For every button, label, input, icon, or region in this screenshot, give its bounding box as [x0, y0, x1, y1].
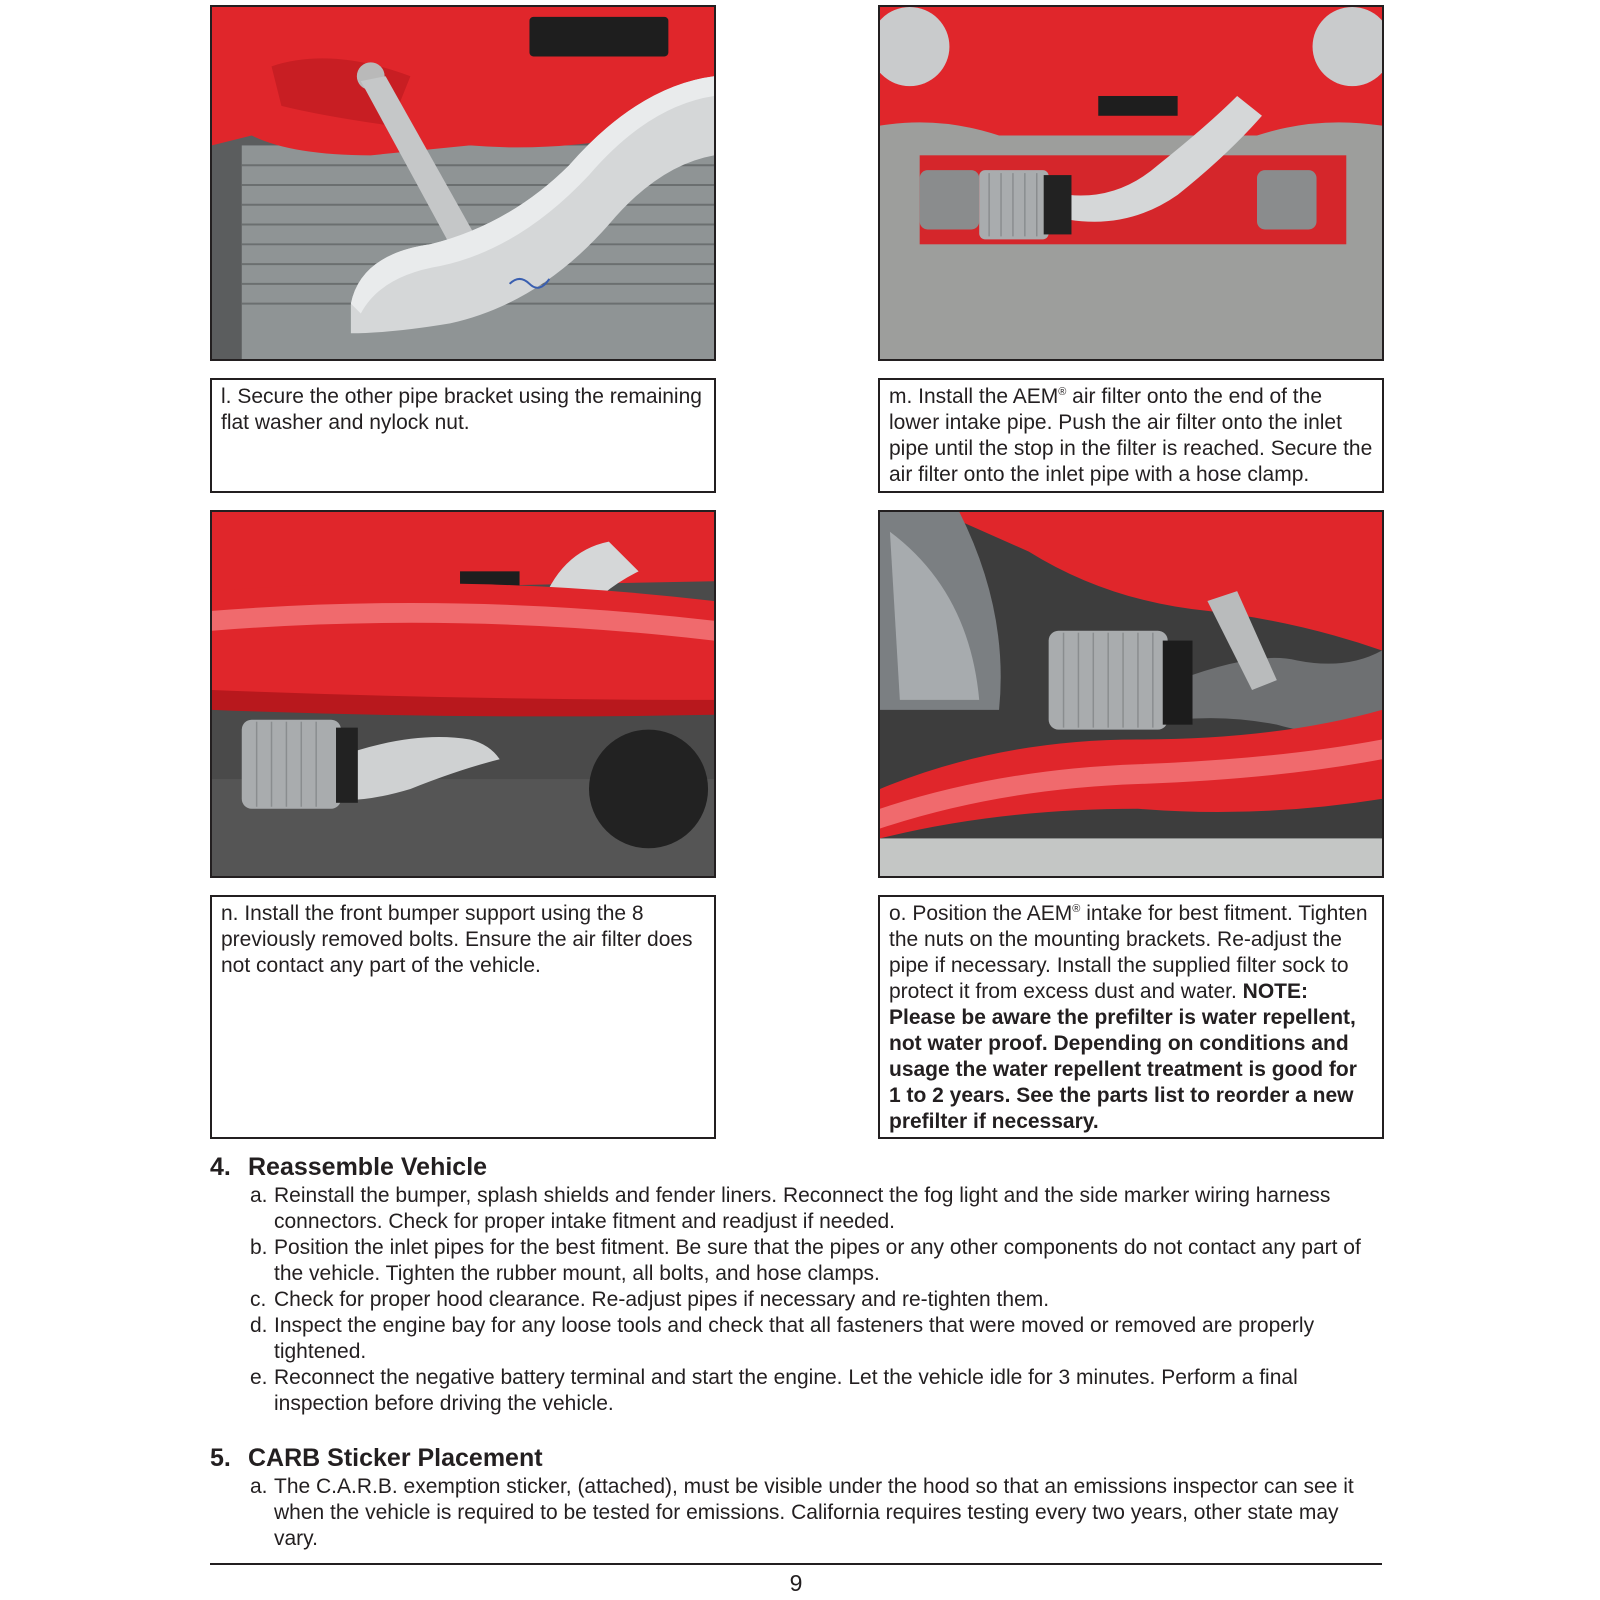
caption-o-prefix: o. Position the AEM [889, 902, 1073, 925]
step-letter: e. [250, 1366, 268, 1389]
caption-step-n [210, 895, 716, 1139]
section-title-carb [210, 1443, 543, 1473]
footer-rule [210, 1563, 1382, 1565]
carb-steps [250, 1474, 1380, 1552]
registered-mark: ® [1058, 386, 1067, 398]
step-text: Position the inlet pipes for the best fitment. Be sure that the pipes or any other components do not contact any part of the vehicle. Tighten the rubber mount, all bolts, and hose clamps. [274, 1236, 1361, 1285]
list-item [250, 1313, 1380, 1365]
caption-step-o [878, 895, 1384, 1139]
step-letter: b. [250, 1236, 268, 1259]
caption-o-note: NOTE: Please be aware the prefilter is water repellent, not water proof. Depending on conditions and usage the water repellent treatment is good for 1 to 2 years. See the parts list to reorder a new prefilter if necessary. [889, 980, 1357, 1133]
section-title-reassemble [210, 1152, 487, 1182]
reassemble-steps [250, 1183, 1380, 1417]
section-number: 5. [210, 1444, 231, 1472]
step-letter: a. [250, 1184, 268, 1207]
list-item [250, 1183, 1380, 1235]
section-number: 4. [210, 1153, 231, 1181]
list-item [250, 1474, 1380, 1552]
list-item [250, 1365, 1380, 1417]
list-item [250, 1287, 1380, 1313]
photo-pipe-bracket [210, 5, 716, 361]
list-item [250, 1235, 1380, 1287]
page-number: 9 [789, 1570, 803, 1596]
caption-o-text: intake for best fitment. Tighten the nuts on the mounting brackets. Re-adjust the pipe if necessary. Install the supplied filter sock to protect it from excess dust and water. [889, 902, 1368, 1003]
caption-l-text: l. Secure the other pipe bracket using the remaining flat washer and nylock nut. [221, 385, 702, 434]
photo-air-filter-install [878, 5, 1384, 361]
registered-mark: ® [1072, 903, 1081, 915]
photo-intake-fitment [878, 510, 1384, 878]
section-title-text: CARB Sticker Placement [248, 1444, 543, 1472]
caption-m-prefix: m. Install the AEM [889, 385, 1059, 408]
step-letter: a. [250, 1475, 268, 1498]
caption-m-text: air filter onto the end of the lower intake pipe. Push the air filter onto the inlet pipe until the stop in the filter is reached. Secure the air filter onto the inlet pipe with a hose clamp. [889, 385, 1373, 486]
caption-step-l [210, 378, 716, 493]
step-text: Reconnect the negative battery terminal and start the engine. Let the vehicle idle for 3 minutes. Perform a final inspection before driving the vehicle. [274, 1366, 1298, 1415]
step-letter: d. [250, 1314, 268, 1337]
section-title-text: Reassemble Vehicle [248, 1153, 488, 1181]
step-text: Check for proper hood clearance. Re-adjust pipes if necessary and re-tighten them. [274, 1288, 1050, 1311]
caption-n-text: n. Install the front bumper support using the 8 previously removed bolts. Ensure the air filter does not contact any part of the vehicle. [221, 902, 693, 977]
step-text: Inspect the engine bay for any loose tools and check that all fasteners that were moved or removed are properly tightened. [274, 1314, 1315, 1363]
step-text: Reinstall the bumper, splash shields and fender liners. Reconnect the fog light and the side marker wiring harness connectors. Check for proper intake fitment and readjust if needed. [274, 1184, 1331, 1233]
step-text: The C.A.R.B. exemption sticker, (attached), must be visible under the hood so that an emissions inspector can see it when the vehicle is required to be tested for emissions. California requires testing every two years, other state may vary. [274, 1475, 1354, 1550]
step-letter: c. [250, 1288, 267, 1311]
photo-bumper-support [210, 510, 716, 878]
caption-step-m [878, 378, 1384, 493]
